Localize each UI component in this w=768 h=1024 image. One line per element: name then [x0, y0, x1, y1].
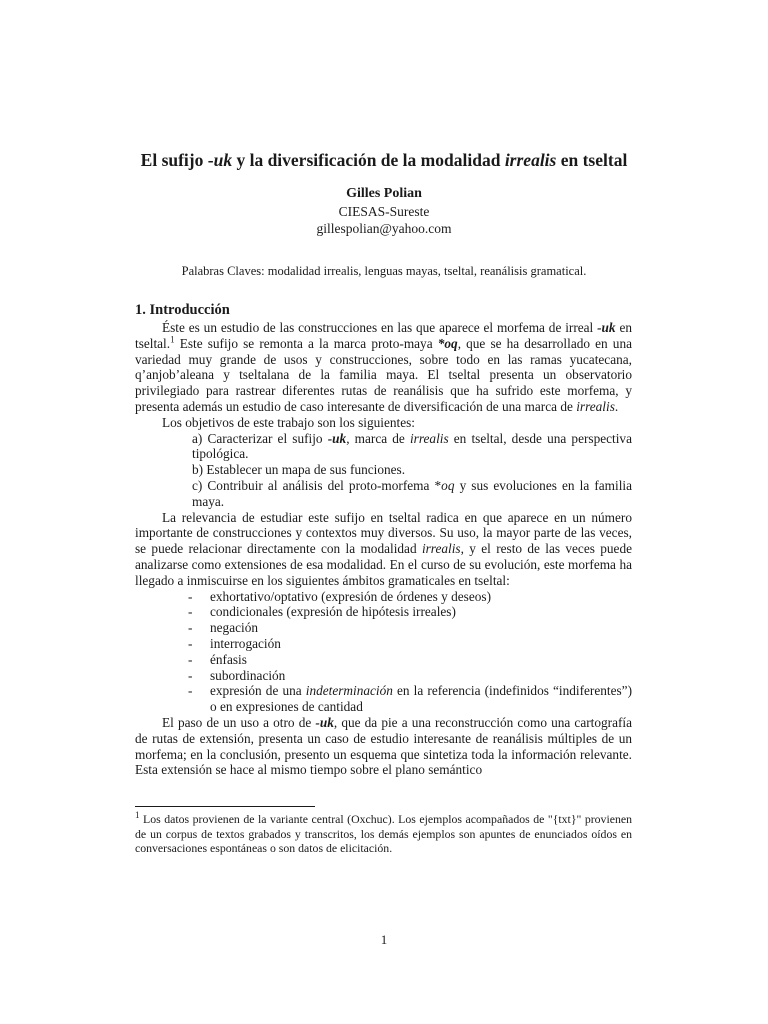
list-item: - expresión de una indeterminación en la referencia (indefinidos “indiferentes”) o en expresiones de cantidad [188, 683, 632, 715]
list-item: - interrogación [188, 635, 281, 651]
list-item: - exhortativo/optativo (expresión de órdenes y deseos) [188, 588, 492, 604]
footnote-ref: 1 [170, 334, 175, 345]
author-name: Gilles Polian [346, 186, 422, 201]
footnote: $^1$ Los datos provienen de la variante central (Oxchuc). Los ejemplos acompañados de "{txt}" provienen de un corpus de textos grabados y transcritos, los demás ejemplos son apuntes de enunciados oídos en conversaciones espontáneas o son datos de elicitación. [135, 810, 632, 855]
list-item: - énfasis [188, 651, 247, 667]
footnote-number: 1 [135, 810, 140, 821]
objective-a: a) Caracterizar el sufijo -uk, marca de irrealis en tseltal, desde una perspectiva tipológica. [192, 430, 632, 462]
section-heading: 1. Introducción [135, 302, 230, 318]
author-affiliation: CIESAS-Sureste [338, 204, 430, 219]
paragraph-2: Los objetivos de este trabajo son los siguientes: [162, 414, 415, 430]
paragraph-3: La relevancia de estudiar este sufijo en tseltal radica en que aparece en un número importante de construcciones y contextos muy diversos. Su uso, la mayor parte de las veces, se puede relacionar directamente con la modalidad irrealis, y el resto de las veces puede analizarse como extensiones de esa modalidad. En el curso de su evolución, este morfema ha llegado a inmiscuirse en los siguientes ámbitos gramaticales en tseltal: [135, 509, 632, 588]
list-item: - subordinación [188, 667, 286, 683]
paper-title: El sufijo -uk y la diversificación de la modalidad irrealis en tseltal [140, 150, 628, 170]
page-number: 1 [380, 932, 388, 947]
body-text [135, 320, 632, 778]
title-suffix: uk [213, 150, 233, 170]
objective-c: c) Contribuir al análisis del proto-morfema *oq y sus evoluciones en la familia maya. [192, 477, 632, 509]
title-term: irrealis [504, 150, 557, 170]
objective-b: b) Establecer un mapa de sus funciones. [192, 462, 406, 478]
paragraph-1: Éste es un estudio de las construcciones en las que aparece el morfema de irreal -uk en tseltal.$^1$ Este sufijo se remonta a la marca proto-maya *oq, que se ha desarrollado en una variedad muy grande de usos y construcciones, sobre todo en las ramas yucatecana, qʼanjobʼaleana y tseltalana de la familia maya. El tseltal presenta un observatorio privilegiado para rastrear diferentes rutas de reanálisis que ha sufrido este morfema, y presenta además un estudio de caso interesante de diversificación de una marca de irrealis. [135, 320, 632, 414]
author-email: gillespolian@yahoo.com [316, 221, 452, 236]
objectives-list [135, 431, 632, 510]
keywords-line: Palabras Claves: modalidad irrealis, lenguas mayas, tseltal, reanálisis gramatical. [181, 264, 587, 278]
list-item: - negación [188, 620, 258, 636]
footnote-separator [135, 806, 315, 807]
list-item: - condicionales (expresión de hipótesis irreales) [188, 604, 456, 620]
paragraph-4: El paso de un uso a otro de -uk, que da pie a una reconstrucción como una cartografía de rutas de extensión, presenta un caso de estudio interesante de reanálisis múltiples de un morfema; en la conclusión, presento un esquema que sintetiza toda la información relevante. Esta extensión se hace al mismo tiempo sobre el plano semántico [135, 714, 633, 778]
domains-list [135, 589, 632, 715]
